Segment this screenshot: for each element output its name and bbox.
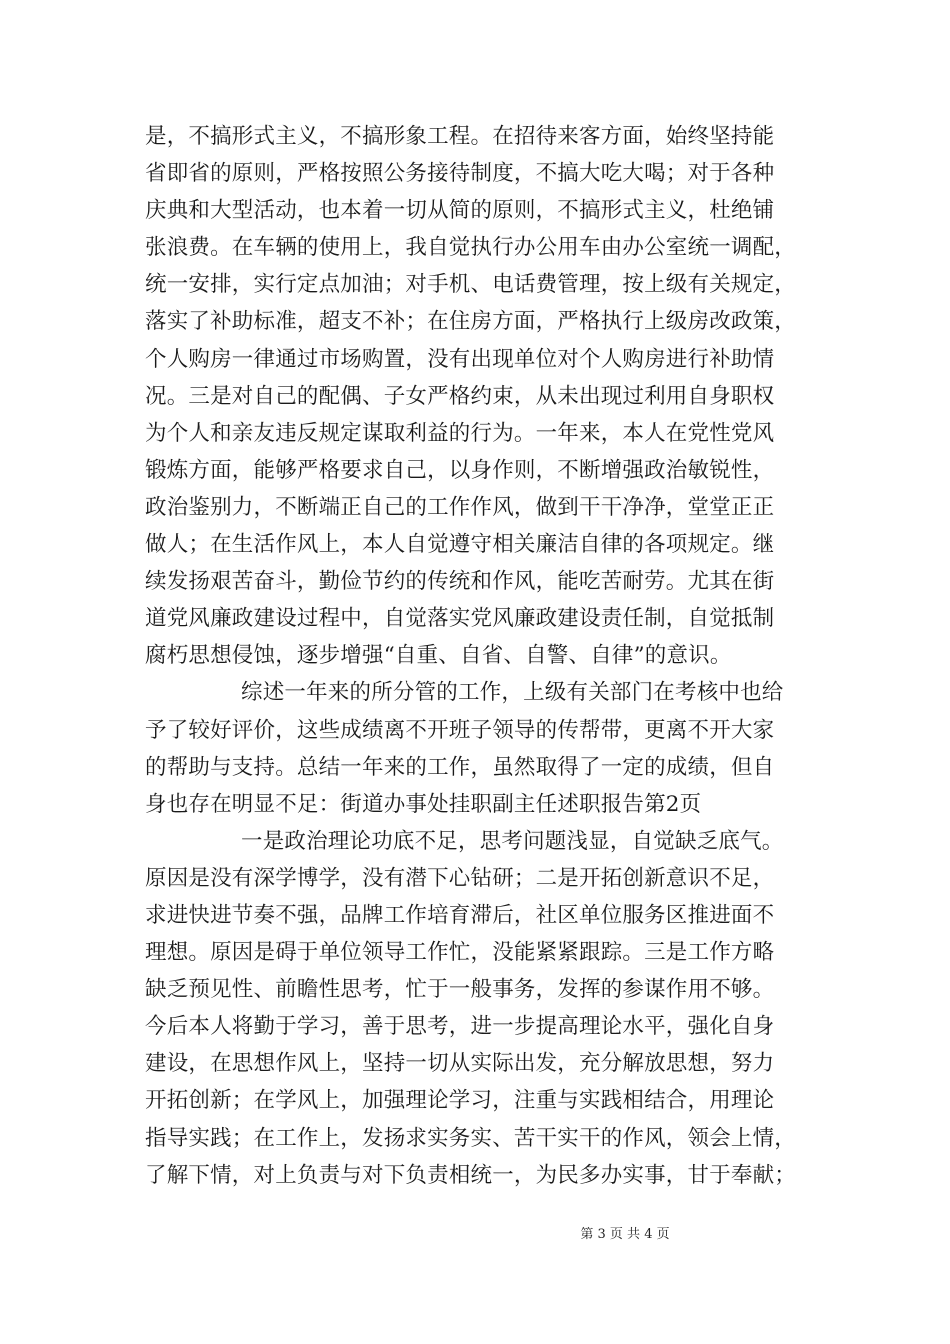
text-line: 张浪费。在车辆的使用上，我自觉执行办公用车由办公室统一调配， bbox=[145, 235, 797, 261]
page-number: 第 3 页 共 4 页 bbox=[580, 1227, 670, 1242]
text-line: 况。三是对自己的配偶、子女严格约束，从未出现过利用自身职权 bbox=[145, 383, 775, 409]
text-line: 今后本人将勤于学习，善于思考，进一步提高理论水平，强化自身 bbox=[145, 1014, 775, 1040]
text-line: 省即省的原则，严格按照公务接待制度，不搞大吃大喝；对于各种 bbox=[145, 161, 775, 187]
text-line: 指导实践；在工作上，发扬求实务实、苦干实干的作风，领会上情， bbox=[145, 1125, 797, 1151]
text-line: 理想。原因是碍于单位领导工作忙，没能紧紧跟踪。三是工作方略 bbox=[145, 940, 775, 966]
text-line: 庆典和大型活动，也本着一切从简的原则，不搞形式主义，杜绝铺 bbox=[145, 198, 775, 224]
text-line: 统一安排，实行定点加油；对手机、电话费管理，按上级有关规定， bbox=[145, 272, 797, 298]
text-line: 续发扬艰苦奋斗，勤俭节约的传统和作风，能吃苦耐劳。尤其在街 bbox=[145, 569, 775, 595]
text-line: 建设，在思想作风上，坚持一切从实际出发，充分解放思想，努力 bbox=[145, 1051, 775, 1077]
page-footer bbox=[0, 1223, 950, 1242]
text-line: 的帮助与支持。总结一年来的工作，虽然取得了一定的成绩，但自 bbox=[145, 754, 775, 780]
text-line: 锻炼方面，能够严格要求自己，以身作则，不断增强政治敏锐性， bbox=[145, 457, 775, 483]
text-line: 政治鉴别力，不断端正自己的工作作风，做到干干净净，堂堂正正 bbox=[145, 494, 775, 520]
text-line: 道党风廉政建设过程中，自觉落实党风廉政建设责任制，自觉抵制 bbox=[145, 606, 775, 632]
text-line: 为个人和亲友违反规定谋取利益的行为。一年来，本人在党性党风 bbox=[145, 420, 775, 446]
text-line: 了解下情，对上负责与对下负责相统一，为民多办实事，甘于奉献； bbox=[145, 1162, 797, 1188]
text-line: 个人购房一律通过市场购置，没有出现单位对个人购房进行补助情 bbox=[145, 346, 775, 372]
text-line: 予了较好评价，这些成绩离不开班子领导的传帮带，更离不开大家 bbox=[145, 717, 775, 743]
text-line: 一是政治理论功底不足，思考问题浅显，自觉缺乏底气。 bbox=[241, 828, 784, 854]
text-line: 开拓创新；在学风上，加强理论学习，注重与实践相结合，用理论 bbox=[145, 1088, 775, 1114]
text-line: 求进快进节奏不强，品牌工作培育滞后，社区单位服务区推进面不 bbox=[145, 902, 775, 928]
text-line: 缺乏预见性、前瞻性思考，忙于一般事务，发挥的参谋作用不够。 bbox=[145, 977, 775, 1003]
text-line: 做人；在生活作风上，本人自觉遵守相关廉洁自律的各项规定。继 bbox=[145, 532, 775, 558]
text-line: 综述一年来的所分管的工作，上级有关部门在考核中也给 bbox=[241, 680, 784, 706]
text-line: 腐朽思想侵蚀，逐步增强“自重、自省、自警、自律”的意识。 bbox=[145, 643, 732, 669]
text-line: 原因是没有深学博学，没有潜下心钻研；二是开拓创新意识不足， bbox=[145, 865, 775, 891]
document-body bbox=[145, 118, 825, 1194]
text-line: 身也存在明显不足：街道办事处挂职副主任述职报告第2页 bbox=[145, 791, 702, 817]
text-line: 落实了补助标准，超支不补；在住房方面，严格执行上级房改政策， bbox=[145, 309, 797, 335]
text-line: 是，不搞形式主义，不搞形象工程。在招待来客方面，始终坚持能 bbox=[145, 124, 775, 149]
